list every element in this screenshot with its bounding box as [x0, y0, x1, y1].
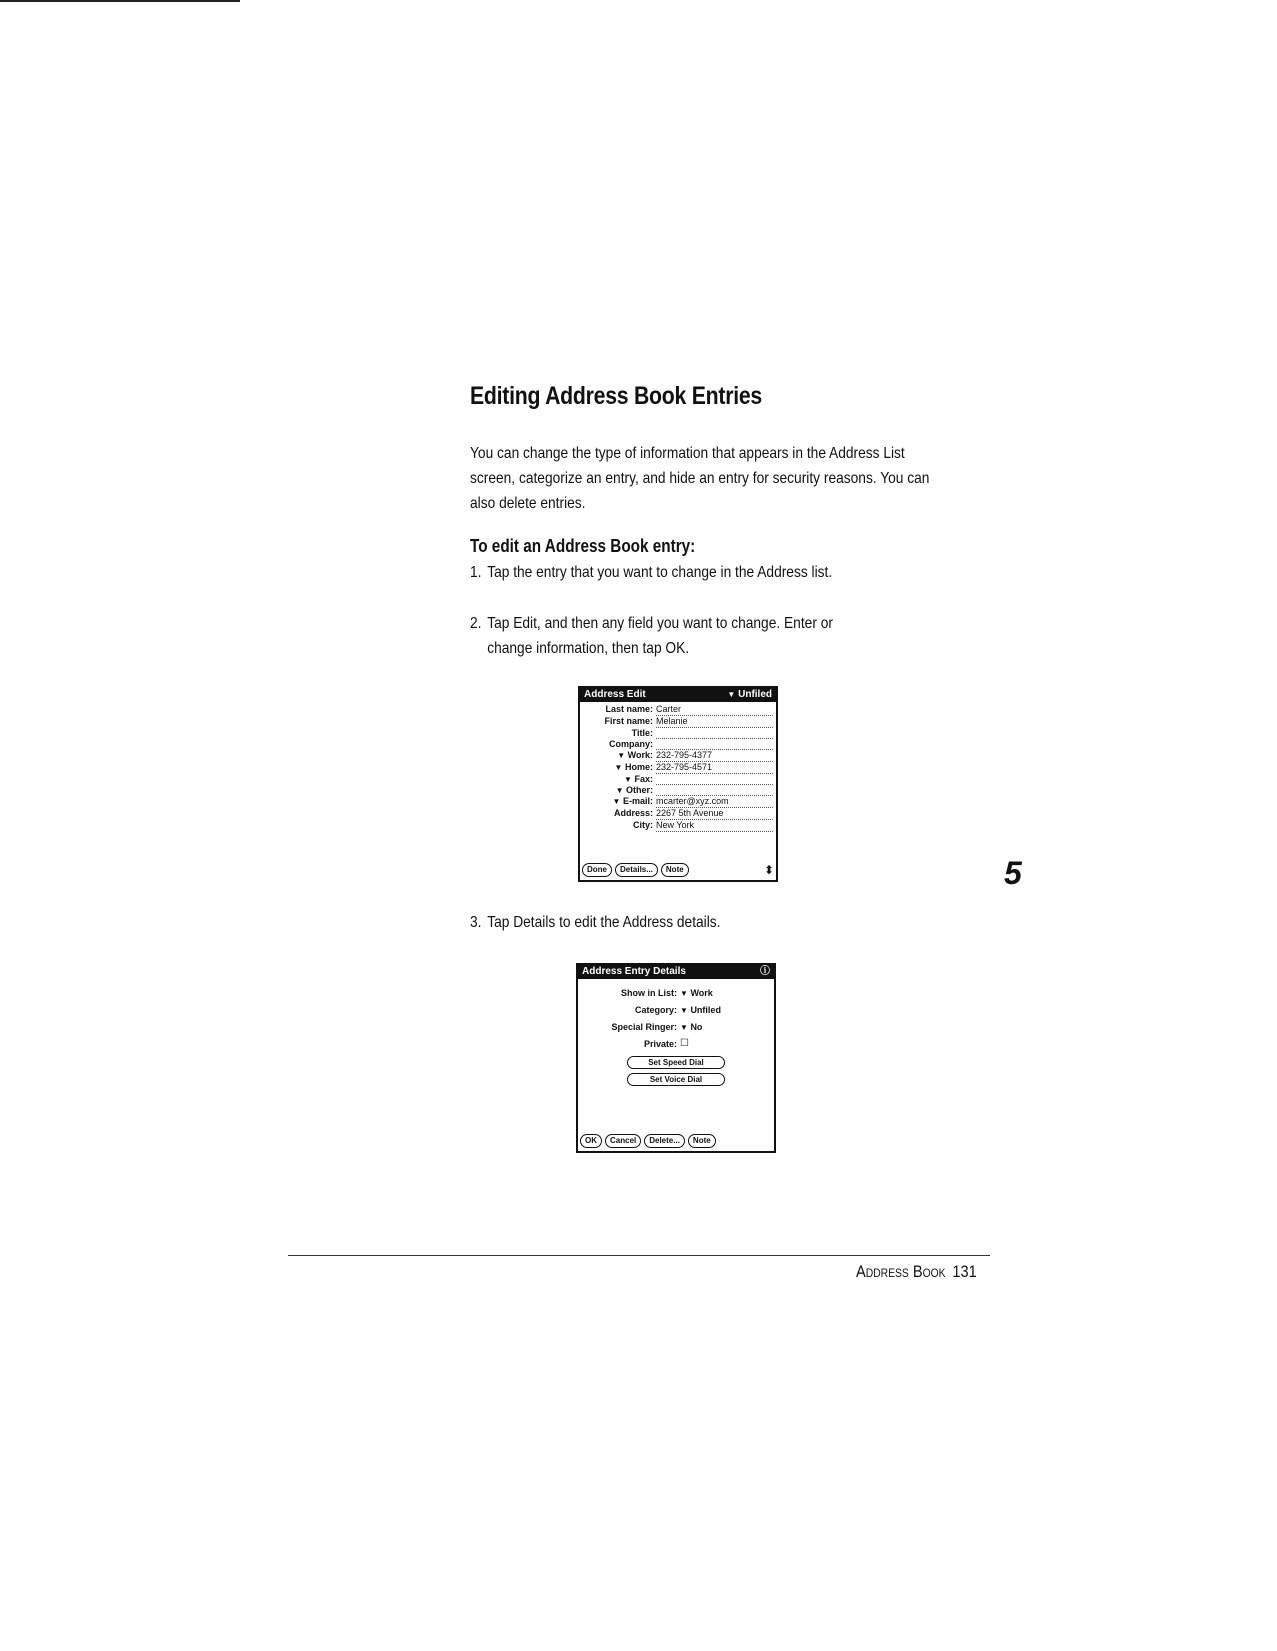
note-button: Note [688, 1134, 716, 1148]
done-button: Done [582, 863, 612, 877]
screen-title: Address Edit [584, 689, 646, 700]
category-picker [727, 688, 772, 702]
detail-row [578, 1036, 774, 1052]
field-label [583, 762, 656, 774]
field-value: 2267 5th Avenue [656, 808, 773, 820]
field-row [580, 762, 776, 774]
field-value: 232-795-4377 [656, 750, 773, 762]
field-row [580, 808, 776, 820]
field-value [656, 728, 773, 739]
field-label-text: Fax: [634, 774, 653, 784]
dropdown-arrow-icon: ▼ [680, 1006, 688, 1015]
page-title: Editing Address Book Entries [470, 382, 762, 410]
address-entry-details-screenshot [576, 963, 776, 1153]
field-label: Last name: [605, 704, 653, 714]
detail-row [578, 1002, 774, 1019]
dropdown-arrow-icon: ▼ [624, 775, 632, 784]
field-label-text: E-mail: [622, 796, 653, 806]
procedure-heading: To edit an Address Book entry: [470, 536, 696, 556]
detail-label: Private: [643, 1039, 677, 1049]
dropdown-arrow-icon: ▼ [680, 989, 688, 998]
field-row [580, 728, 776, 739]
step-text: Tap Edit, and then any field you want to change. Enter or [487, 615, 833, 632]
field-label [583, 750, 656, 762]
dropdown-arrow-icon: ▼ [680, 1023, 688, 1032]
detail-value [680, 1019, 702, 1036]
detail-fields [578, 979, 774, 1052]
dropdown-arrow-icon: ▼ [614, 763, 623, 772]
detail-label: Category: [634, 1005, 677, 1015]
step-3 [470, 910, 934, 935]
set-speed-dial-button: Set Speed Dial [627, 1056, 725, 1069]
field-label-text: Home: [624, 762, 653, 772]
info-icon: ⓘ [760, 966, 770, 977]
field-label [583, 774, 656, 785]
step-number: 1. [470, 564, 482, 581]
field-label: City: [633, 820, 653, 830]
screen-button-bar [580, 1134, 772, 1148]
field-row [580, 704, 776, 716]
field-value: New York [656, 820, 773, 832]
field-value: 232-795-4571 [656, 762, 773, 774]
field-label: Company: [608, 739, 653, 749]
detail-value [680, 985, 713, 1002]
field-row [580, 716, 776, 728]
detail-value-text: Work [690, 988, 713, 998]
field-value: Melanie [656, 716, 773, 728]
page-number: 131 [952, 1262, 977, 1281]
field-row [580, 796, 776, 808]
field-row [580, 774, 776, 785]
field-value [656, 785, 773, 796]
step-text-continued: change information, then tap OK. [487, 640, 690, 657]
field-label-text: Work: [627, 750, 653, 760]
field-row [580, 820, 776, 832]
step-number: 3. [470, 914, 482, 931]
screen-title: Address Entry Details [582, 966, 686, 977]
step-2 [470, 611, 934, 661]
step-number: 2. [470, 615, 482, 632]
detail-row [578, 1019, 774, 1036]
field-value: Carter [656, 704, 773, 716]
field-label [583, 785, 656, 796]
chapter-number: 5 [1004, 855, 1022, 891]
screen-button-bar [582, 863, 774, 877]
page-footer [856, 1262, 977, 1282]
ok-button: OK [580, 1134, 602, 1148]
field-value [656, 739, 773, 750]
field-row [580, 750, 776, 762]
field-row [580, 785, 776, 796]
edit-fields [580, 702, 776, 832]
top-rule [0, 0, 240, 2]
cancel-button: Cancel [605, 1134, 641, 1148]
screen-title-bar [578, 965, 774, 979]
private-checkbox: ☐ [680, 1038, 689, 1049]
field-label: Title: [631, 728, 653, 738]
category-value: Unfiled [738, 689, 772, 700]
field-value: mcarter@xyz.com [656, 796, 773, 808]
scroll-arrows-icon: ⬍ [763, 863, 774, 877]
footer-section: Address Book [856, 1262, 946, 1281]
delete-button: Delete... [644, 1134, 685, 1148]
dropdown-arrow-icon: ▼ [617, 751, 626, 760]
screen-title-bar [580, 688, 776, 702]
step-1 [470, 560, 934, 585]
detail-row [578, 985, 774, 1002]
address-edit-screenshot [578, 686, 778, 882]
field-value [656, 774, 773, 785]
detail-label: Show in List: [621, 988, 677, 998]
field-label: First name: [604, 716, 653, 726]
detail-value-text: No [690, 1022, 703, 1032]
dropdown-arrow-icon: ▼ [612, 797, 621, 806]
field-label [583, 796, 656, 808]
footer-rule [288, 1255, 990, 1256]
step-text: Tap the entry that you want to change in the Address list. [487, 564, 833, 581]
set-voice-dial-button: Set Voice Dial [627, 1073, 725, 1086]
detail-value-text: Unfiled [690, 1005, 721, 1015]
field-row [580, 739, 776, 750]
details-button: Details... [615, 863, 658, 877]
intro-paragraph: You can change the type of information that appears in the Address List screen, categorize an entry, and hide an entry for security reasons. You can also delete entries. [470, 445, 930, 512]
note-button: Note [661, 863, 689, 877]
detail-label: Special Ringer: [611, 1022, 677, 1032]
dropdown-arrow-icon: ▼ [727, 690, 736, 699]
dropdown-arrow-icon: ▼ [615, 786, 624, 795]
detail-value [680, 1002, 721, 1019]
field-label: Address: [613, 808, 653, 818]
step-text: Tap Details to edit the Address details. [487, 914, 721, 931]
field-label-text: Other: [626, 785, 653, 795]
